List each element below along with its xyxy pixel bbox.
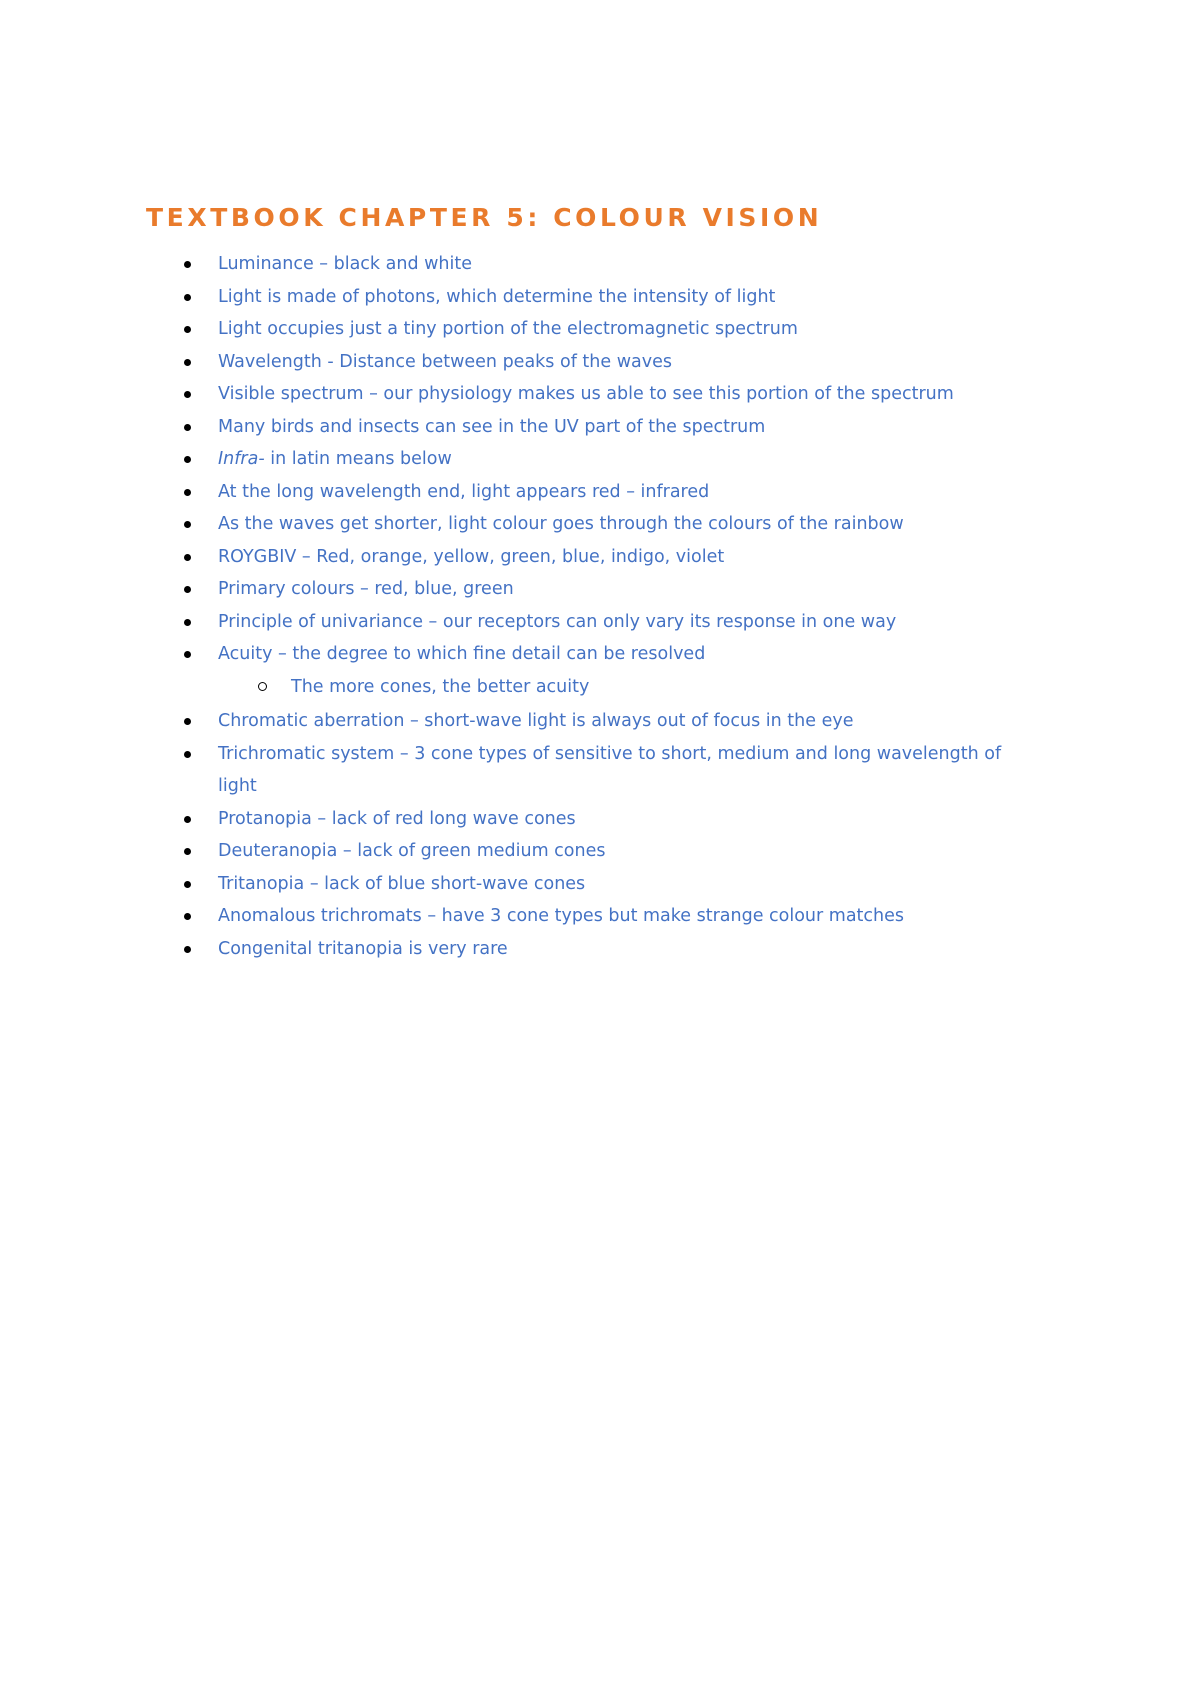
list-item xyxy=(0,638,1038,671)
bullet-icon xyxy=(184,881,191,888)
bullet-icon xyxy=(184,294,191,301)
list-item-italic-term: Infra- xyxy=(218,449,265,469)
bullet-icon xyxy=(184,651,191,658)
list-item xyxy=(0,705,1038,738)
list-item xyxy=(0,803,1038,836)
bullet-icon xyxy=(184,391,191,398)
list-item xyxy=(0,476,1038,509)
list-item-text: Protanopia – lack of red long wave cones xyxy=(218,808,576,829)
list-item-text: Deuteranopia – lack of green medium cones xyxy=(218,841,606,861)
list-item xyxy=(0,541,1038,574)
list-item xyxy=(0,346,1038,379)
bullet-icon xyxy=(184,586,191,593)
list-item-text: Visible spectrum – our physiology makes us able to see this portion of the spectrum xyxy=(218,384,954,404)
list-item xyxy=(0,933,1038,966)
bullet-icon xyxy=(184,816,191,823)
list-item-text: As the waves get shorter, light colour goes through the colours of the rainbow xyxy=(218,514,904,534)
list-item-text: Chromatic aberration – short-wave light is always out of focus in the eye xyxy=(218,711,854,731)
list-item xyxy=(0,606,1038,639)
chapter-heading: TEXTBOOK CHAPTER 5: COLOUR VISION xyxy=(146,203,823,232)
bullet-icon xyxy=(184,261,191,268)
notes-list xyxy=(0,248,1200,965)
list-item-text: Tritanopia – lack of blue short-wave cones xyxy=(218,873,586,894)
bullet-icon xyxy=(184,424,191,431)
list-item xyxy=(0,248,1038,281)
list-item-text: Trichromatic system – 3 cone types of sensitive to short, medium and long wavelength of light xyxy=(218,743,1002,796)
sub-list-item xyxy=(0,671,1038,704)
list-item xyxy=(0,835,1038,868)
hollow-bullet-icon xyxy=(258,682,267,691)
list-item-text: Congenital tritanopia is very rare xyxy=(218,938,508,959)
bullet-icon xyxy=(184,326,191,333)
list-item xyxy=(0,738,1028,803)
list-item xyxy=(0,868,1038,901)
bullet-icon xyxy=(184,619,191,626)
list-item-text: Light is made of photons, which determine the intensity of light xyxy=(218,286,776,307)
bullet-icon xyxy=(184,946,191,953)
list-item-text: Principle of univariance – our receptors can only vary its response in one way xyxy=(218,611,897,632)
bullet-icon xyxy=(184,359,191,366)
list-item-text: Primary colours – red, blue, green xyxy=(218,579,514,599)
bullet-icon xyxy=(184,751,191,758)
list-item-text: ROYGBIV – Red, orange, yellow, green, blue, indigo, violet xyxy=(218,546,725,567)
list-item xyxy=(0,378,1038,411)
list-item-text: Wavelength - Distance between peaks of the waves xyxy=(218,351,672,372)
bullet-icon xyxy=(184,913,191,920)
bullet-icon xyxy=(184,848,191,855)
list-item xyxy=(0,573,1038,606)
bullet-icon xyxy=(184,521,191,528)
list-item xyxy=(0,508,1038,541)
list-item-text: The more cones, the better acuity xyxy=(291,676,590,697)
list-item-text: Luminance – black and white xyxy=(218,254,473,274)
bullet-icon xyxy=(184,456,191,463)
list-item-text: Light occupies just a tiny portion of the electromagnetic spectrum xyxy=(218,319,798,339)
bullet-icon xyxy=(184,489,191,496)
list-item xyxy=(0,900,1038,933)
list-item xyxy=(0,313,1038,346)
list-item-text: Anomalous trichromats – have 3 cone types but make strange colour matches xyxy=(218,906,905,926)
bullet-icon xyxy=(184,718,191,725)
list-item-text: At the long wavelength end, light appears red – infrared xyxy=(218,481,710,502)
list-item xyxy=(0,411,1038,444)
list-item xyxy=(0,281,1038,314)
list-item xyxy=(0,443,1038,476)
bullet-icon xyxy=(184,554,191,561)
list-item-text: Acuity – the degree to which fine detail can be resolved xyxy=(218,644,706,664)
list-item-text: Many birds and insects can see in the UV part of the spectrum xyxy=(218,416,766,437)
list-item-text: in latin means below xyxy=(264,449,452,469)
